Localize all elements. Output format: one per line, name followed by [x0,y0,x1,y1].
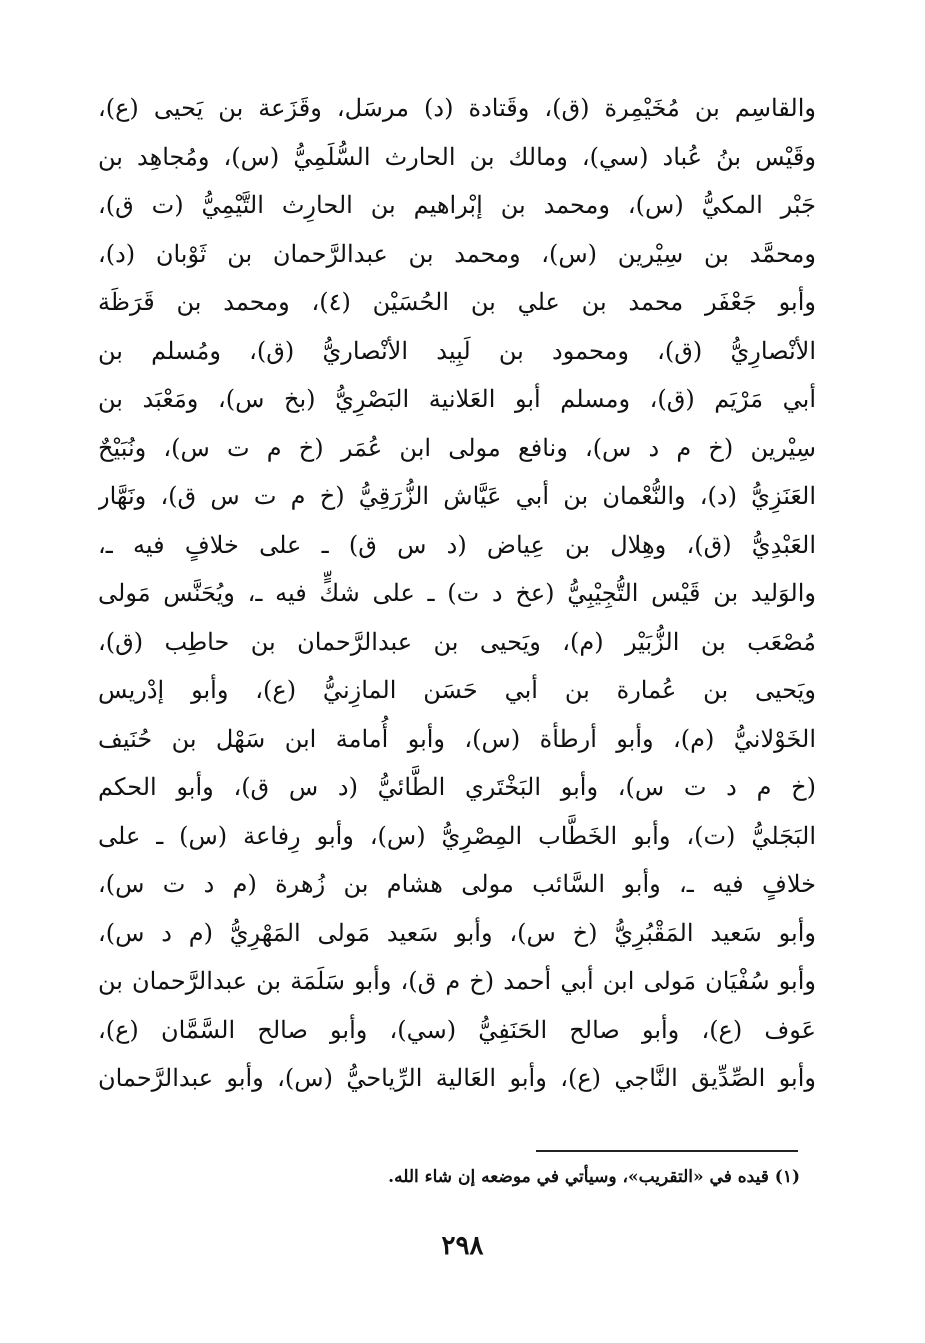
text-line: أبي مَرْيَم (ق)، ومسلم أبو العَلانية البَصْرِيُّ (بخ س)، ومَعْبَد بن [98,385,816,413]
text-line: سِيْرين (خ م د س)، ونافع مولى ابن عُمَر (خ م ت س)، ونُبَيْحٌ [98,433,816,462]
main-text [98,84,816,1103]
text-line: الأنْصارِيُّ (ق)، ومحمود بن لَبِيد الأنْصاريُّ (ق)، ومُسلم بن [98,336,816,365]
text-line: ويَحيى بن عُمارة بن أبي حَسَن المازِنيُّ (ع)، وأبو إدْريس [98,676,816,704]
text-line: وأبو سُفْيَان مَولى ابن أبي أحمد (خ م ق)، وأبو سَلَمَة بن عبدالرَّحمان بن [98,967,816,995]
text-line: والقاسِم بن مُخَيْمِرة (ق)، وقَتادة (د) مرسَل، وقَزَعة بن يَحيى (ع)، [98,94,816,122]
text-line: وأبو جَعْفَر محمد بن علي بن الحُسَيْن (٤)، ومحمد بن قَرَظَة [98,288,816,316]
text-line: جَبْر المكيُّ (س)، ومحمد بن إبْراهيم بن الحارِث التَّيْمِيُّ (ت ق)، [98,191,816,219]
text-line: العَبْدِيُّ (ق)، وهِلال بن عِياض (د س ق) ـ على خلافٍ فيه ـ، [98,530,816,559]
text-line: مُصْعَب بن الزُّبَيْر (م)، ويَحيى بن عبدالرَّحمان بن حاطِب (ق)، [98,627,816,656]
page-number: ٢٩٨ [441,1231,484,1261]
text-line: وأبو سَعيد المَقْبُرِيُّ (خ س)، وأبو سَعيد مَولى المَهْرِيُّ (م د س)، [98,918,816,947]
text-line: وأبو الصِّدِّيق النَّاجي (ع)، وأبو العَالية الرِّياحيُّ (س)، وأبو عبدالرَّحمان [98,1064,816,1092]
text-line: ومحمَّد بن سِيْرين (س)، ومحمد بن عبدالرَّحمان بن ثَوْبان (د)، [98,239,816,268]
text-line: وقَيْس بنُ عُباد (سي)، ومالك بن الحارث السُّلَمِيُّ (س)، ومُجاهِد بن [98,142,816,171]
text-line: العَنَزِيُّ (د)، والنُّعْمان بن أبي عَيَّاش الزُّرَقِيُّ (خ م ت س ق)، ونَهَّار [98,482,816,510]
footnote: (١) قيده في «التقريب»، وسيأتي في موضعه إن شاء الله. [388,1167,800,1187]
footnote-separator [536,1150,798,1152]
text-line: الخَوْلانيُّ (م)، وأبو أرطأة (س)، وأبو أُمامة ابن سَهْل بن حُنَيف [98,724,816,753]
text-line: عَوف (ع)، وأبو صالح الحَنَفِيُّ (سي)، وأبو صالح السَّمَّان (ع)، [98,1015,816,1044]
text-line: خلافٍ فيه ـ، وأبو السَّائب مولى هشام بن زُهرة (م د ت س)، [98,870,816,898]
text-line: (خ م د ت س)، وأبو البَخْتَري الطَّائيُّ (د س ق)، وأبو الحكم [98,773,816,801]
text-line: والوَليد بن قَيْس التُّجِيْبِيُّ (عخ د ت) ـ على شكٍّ فيه ـ، ويُحَنَّس مَولى [98,579,816,607]
text-line: البَجَليُّ (ت)، وأبو الخَطَّاب المِصْرِيُّ (س)، وأبو رِفاعة (س) ـ على [98,821,816,850]
